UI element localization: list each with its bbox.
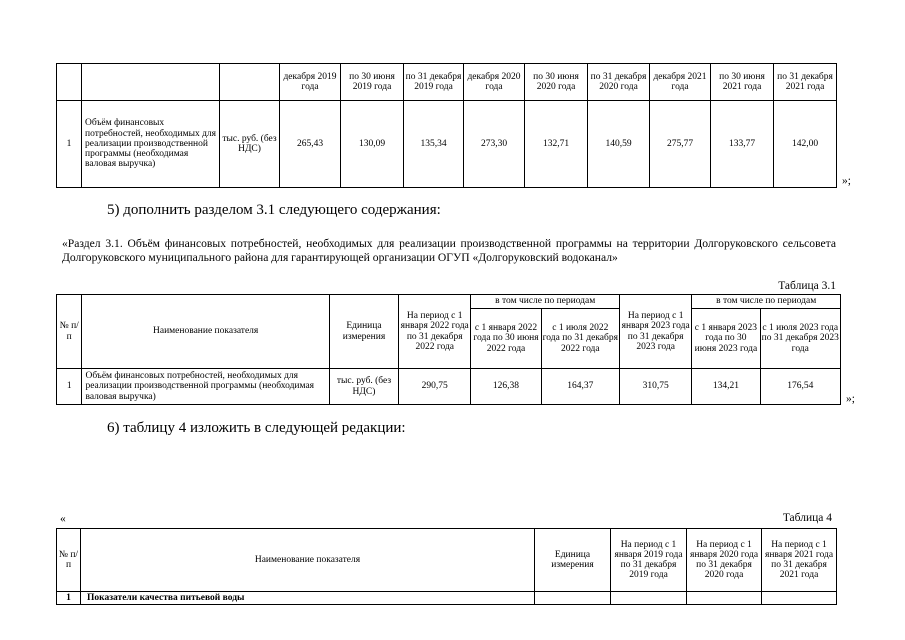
value-cell: 310,75: [620, 369, 692, 405]
header-indicator-name: Наименование показателя: [81, 529, 535, 592]
table-row: [57, 101, 837, 188]
table-header-row: [57, 64, 837, 101]
value-cell: [687, 592, 762, 605]
indicator-name-cell: Показатели качества питьевой воды: [81, 592, 535, 605]
header-cell: по 31 декабря 2021 года: [774, 64, 837, 101]
value-cell: [611, 592, 687, 605]
header-cell: по 31 декабря 2020 года: [588, 64, 650, 101]
header-period-2021: На период с 1 января 2021 года по 31 декабря 2021 года: [762, 529, 837, 592]
value-cell: [762, 592, 837, 605]
header-including-periods: в том числе по периодам: [471, 295, 620, 309]
value-cell: 142,00: [774, 101, 837, 188]
value-cell: 134,21: [692, 369, 760, 405]
section-3-1-intro: «Раздел 3.1. Объём финансовых потребностей, необходимых для реализации производственной программы на территории Долгоруковского сельсовета Долгоруковского муниципального района для гарантирующей организации ОГУП «Долгоруковский водоканал»: [62, 237, 836, 264]
header-2023-h2: с 1 июля 2023 года по 31 декабря 2023 года: [760, 309, 841, 369]
header-cell: по 30 июня 2020 года: [525, 64, 588, 101]
header-cell: по 30 июня 2019 года: [341, 64, 404, 101]
table-4-caption: Таблица 4: [782, 512, 832, 524]
value-cell: 273,30: [464, 101, 525, 188]
table-header-row: [57, 295, 841, 309]
table-4: [56, 528, 837, 605]
indicator-name-cell: Объём финансовых потребностей, необходимых для реализации производственной программы (необходимая валовая выручка): [82, 369, 329, 405]
header-2022-h2: с 1 июля 2022 года по 31 декабря 2022 года: [541, 309, 619, 369]
header-2022-h1: с 1 января 2022 года по 30 июня 2022 года: [471, 309, 541, 369]
table-3-1-caption: Таблица 3.1: [778, 280, 836, 292]
header-cell: декабря 2020 года: [464, 64, 525, 101]
financial-needs-table-continuation: [56, 63, 837, 188]
value-cell: 135,34: [404, 101, 464, 188]
header-indicator-name: Наименование показателя: [82, 295, 329, 369]
amendment-item-6: 6) таблицу 4 изложить в следующей редакции:: [107, 420, 406, 436]
table-row: [57, 592, 837, 605]
header-number: № п/п: [57, 295, 82, 369]
header-cell: [82, 64, 220, 101]
table-3-1: [56, 294, 841, 405]
value-cell: 126,38: [471, 369, 541, 405]
header-cell: по 30 июня 2021 года: [711, 64, 774, 101]
amendment-item-5: 5) дополнить разделом 3.1 следующего содержания:: [107, 202, 441, 218]
header-period-2022: На период с 1 января 2022 года по 31 декабря 2022 года: [399, 295, 471, 369]
header-cell: по 31 декабря 2019 года: [404, 64, 464, 101]
unit-cell: тыс. руб. (без НДС): [220, 101, 280, 188]
value-cell: 275,77: [650, 101, 711, 188]
row-number-cell: 1: [57, 369, 82, 405]
row-number-cell: 1: [57, 101, 82, 188]
header-cell: декабря 2021 года: [650, 64, 711, 101]
opening-quote-mark: «: [60, 513, 66, 525]
header-unit: Единица измерения: [329, 295, 398, 369]
value-cell: 140,59: [588, 101, 650, 188]
header-including-periods: в том числе по периодам: [692, 295, 841, 309]
value-cell: 133,77: [711, 101, 774, 188]
unit-cell: [535, 592, 611, 605]
value-cell: 164,37: [541, 369, 619, 405]
header-cell: [220, 64, 280, 101]
unit-cell: тыс. руб. (без НДС): [329, 369, 398, 405]
header-2023-h1: с 1 января 2023 года по 30 июня 2023 года: [692, 309, 760, 369]
value-cell: 265,43: [280, 101, 341, 188]
value-cell: 176,54: [760, 369, 841, 405]
header-period-2020: На период с 1 января 2020 года по 31 декабря 2020 года: [687, 529, 762, 592]
value-cell: 130,09: [341, 101, 404, 188]
header-cell: декабря 2019 года: [280, 64, 341, 101]
row-number-cell: 1: [57, 592, 81, 605]
header-cell: [57, 64, 82, 101]
header-number: № п/п: [57, 529, 81, 592]
value-cell: 290,75: [399, 369, 471, 405]
value-cell: 132,71: [525, 101, 588, 188]
table-header-row: [57, 529, 837, 592]
table-row: [57, 369, 841, 405]
closing-quote-mark: »;: [842, 175, 851, 187]
closing-quote-mark: »;: [846, 393, 855, 405]
header-unit: Единица измерения: [535, 529, 611, 592]
indicator-name-cell: Объём финансовых потребностей, необходимых для реализации производственной программы (необходимая валовая выручка): [82, 101, 220, 188]
header-period-2019: На период с 1 января 2019 года по 31 декабря 2019 года: [611, 529, 687, 592]
header-period-2023: На период с 1 января 2023 года по 31 декабря 2023 года: [620, 295, 692, 369]
